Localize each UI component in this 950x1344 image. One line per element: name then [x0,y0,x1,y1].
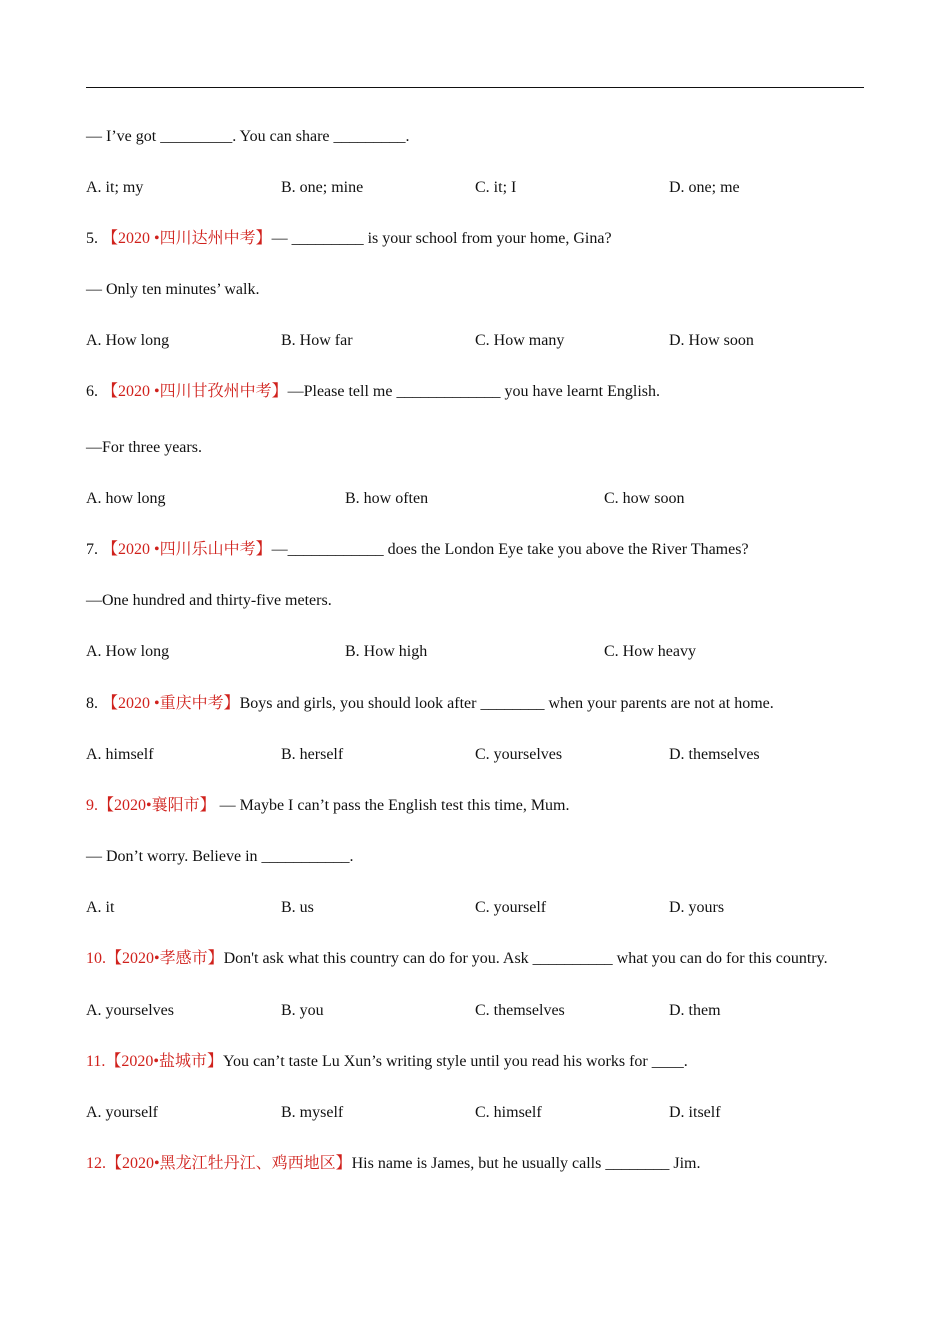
q9-answer-line: — Don’t worry. Believe in ___________. [86,848,354,865]
q9-question [86,796,570,816]
q10-source: 10.【2020•孝感市】 [86,950,224,967]
q4-dialog: — I’ve got _________. You can share _________. [86,128,410,145]
q9-option-c: C. yourself [475,899,547,916]
q6-option-b: B. how often [345,490,429,507]
q7-option-b: B. How high [345,643,428,660]
q5-question [86,229,612,249]
q12-source: 12.【2020•黑龙江牡丹江、鸡西地区】 [86,1155,352,1172]
q7-option-c: C. How heavy [604,643,696,660]
q8-question [86,694,774,714]
q9-option-d: D. yours [669,899,725,916]
q8-number: 8. [86,695,102,712]
q6-answer-line: —For three years. [86,439,202,456]
q5-option-d: D. How soon [669,332,754,349]
q10-option-b: B. you [281,1002,324,1019]
q8-option-a: A. himself [86,746,154,763]
q11-question [86,1052,688,1072]
q5-option-a: A. How long [86,332,170,349]
q7-source: 【2020 •四川乐山中考】 [102,541,272,558]
header-rule [86,87,864,88]
q4-option-a: A. it; my [86,179,144,196]
q10-option-a: A. yourselves [86,1002,174,1019]
q8-option-d: D. themselves [669,746,760,763]
q6-option-a: A. how long [86,490,166,507]
q4-option-d: D. one; me [669,179,740,196]
q8-text: Boys and girls, you should look after ________ when your parents are not at home. [239,695,774,712]
q8-option-c: C. yourselves [475,746,563,763]
q11-option-b: B. myself [281,1104,344,1121]
q10-option-c: C. themselves [475,1002,565,1019]
q5-number: 5. [86,230,102,247]
q6-text: —Please tell me _____________ you have learnt English. [287,383,660,400]
q9-text: — Maybe I can’t pass the English test this time, Mum. [219,797,570,814]
q6-source: 【2020 •四川甘孜州中考】 [102,383,288,400]
q10-question [86,949,828,969]
q9-option-b: B. us [281,899,314,916]
q6-option-c: C. how soon [604,490,685,507]
q10-option-d: D. them [669,1002,721,1019]
q8-option-b: B. herself [281,746,344,763]
q9-source: 9.【2020•襄阳市】 [86,797,216,814]
q7-question [86,540,749,560]
q11-option-d: D. itself [669,1104,721,1121]
q11-source: 11.【2020•盐城市】 [86,1053,224,1070]
q11-text: You can’t taste Lu Xun’s writing style until you read his works for ____. [223,1053,688,1070]
q4-option-c: C. it; I [475,179,517,196]
q8-source: 【2020 •重庆中考】 [102,695,240,712]
q11-option-c: C. himself [475,1104,542,1121]
q10-text: Don't ask what this country can do for you. Ask __________ what you can do for this country. [223,950,828,967]
q9-option-a: A. it [86,899,115,916]
q7-answer-line: —One hundred and thirty-five meters. [86,592,332,609]
q6-number: 6. [86,383,102,400]
q5-source: 【2020 •四川达州中考】 [102,230,272,247]
q7-number: 7. [86,541,102,558]
q11-option-a: A. yourself [86,1104,158,1121]
q7-option-a: A. How long [86,643,170,660]
q7-text: —____________ does the London Eye take you above the River Thames? [271,541,749,558]
q5-text: — _________ is your school from your home, Gina? [271,230,612,247]
q12-text: His name is James, but he usually calls ________ Jim. [351,1155,701,1172]
q5-option-b: B. How far [281,332,353,349]
q5-answer-line: — Only ten minutes’ walk. [86,281,260,298]
q12-question [86,1154,700,1174]
q4-option-b: B. one; mine [281,179,364,196]
q6-question [86,382,660,402]
q5-option-c: C. How many [475,332,565,349]
